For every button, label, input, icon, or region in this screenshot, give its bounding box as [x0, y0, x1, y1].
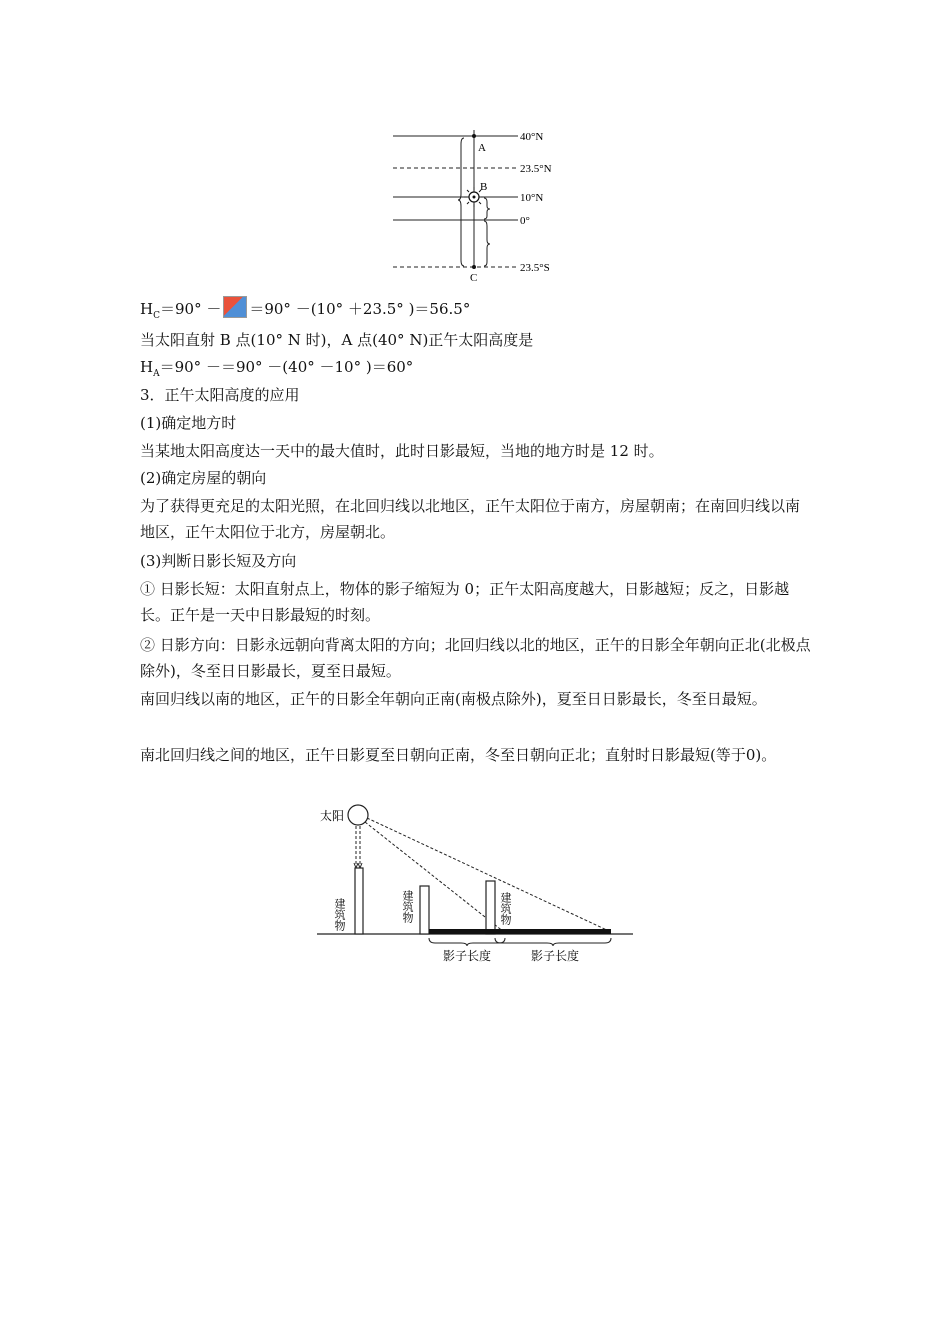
- bracket-1: [429, 938, 505, 946]
- point-b-label: B: [480, 181, 488, 193]
- para-south: 南回归线以南的地区，正午的日影全年朝向正南(南极点除外)，夏至日日影最长，冬至日最短。: [140, 690, 767, 708]
- lat-label-23n: 23.5°N: [520, 163, 552, 175]
- brace-right-lower: [484, 221, 490, 266]
- building-2: [420, 886, 429, 934]
- point-c-dot: [472, 265, 476, 269]
- shadow-1: [429, 929, 505, 934]
- formula-ha-prefix: H: [140, 358, 154, 376]
- sub2-text: 为了获得更充足的太阳光照，在北回归线以北地区，正午太阳位于南方，房屋朝南；在南回归线以南地区，正午太阳位于北方，房屋朝北。: [140, 497, 801, 541]
- formula-ha-rest: ＝90° －＝90° －(40° －10° )＝60°: [159, 358, 414, 376]
- sub1-text: 当某地太阳高度达一天中的最大值时，此时日影最短，当地的地方时是 12 时。: [140, 442, 664, 460]
- lat-label-23s: 23.5°S: [520, 262, 550, 274]
- formula-ha: [140, 357, 413, 384]
- point-c-label: C: [470, 272, 478, 284]
- building-3: [486, 881, 495, 934]
- sub1-title: (1)确定地方时: [140, 414, 237, 432]
- formula-hc-before: ＝90° －: [159, 300, 222, 318]
- formula-image-icon: [223, 296, 247, 318]
- sub2-title: (2)确定房屋的朝向: [140, 469, 267, 487]
- item2-text: ② 日影方向：日影永远朝向背离太阳的方向；北回归线以北的地区，正午的日影全年朝向正北(北极点除外)，冬至日日影最长，夏至日最短。: [140, 636, 811, 680]
- building-1: [355, 868, 363, 934]
- section3-title: 3．正午太阳高度的应用: [140, 386, 300, 404]
- formula-hc: [140, 296, 470, 326]
- lat-label-40n: 40°N: [520, 131, 544, 143]
- formula-ha-sub: A: [153, 369, 160, 379]
- brace-right-upper: [484, 198, 490, 219]
- brace-left: [458, 138, 464, 266]
- svg-text:建筑物: 建筑物: [333, 898, 345, 931]
- shadow-label-1: 影子长度: [443, 949, 492, 963]
- shadow-diagram: [315, 800, 635, 970]
- sub3-title: (3)判断日影长短及方向: [140, 552, 297, 570]
- building-label-3: [499, 891, 512, 925]
- para-between: 南北回归线之间的地区，正午日影夏至日朝向正南，冬至日朝向正北；直射时日影最短(等于0)。: [140, 746, 777, 764]
- shadow-2: [495, 929, 611, 934]
- building-label-1: [333, 897, 346, 931]
- lat-label-0: 0°: [520, 215, 530, 227]
- item1-text: ① 日影长短：太阳直射点上，物体的影子缩短为 0；正午太阳高度越大，日影越短；反之，日影越长。正午是一天中日影最短的时刻。: [140, 580, 790, 624]
- formula-hc-after: ＝90° －(10° ＋23.5° )＝56.5°: [249, 300, 471, 318]
- svg-text:建筑物: 建筑物: [499, 892, 511, 925]
- building-label-2: [401, 889, 414, 923]
- point-a-label: A: [478, 142, 486, 154]
- latitude-diagram: [385, 128, 575, 288]
- svg-text:建筑物: 建筑物: [401, 890, 413, 923]
- bracket-2: [495, 938, 611, 946]
- sentence-a: 当太阳直射 B 点(10° N 时)，A 点(40° N)正午太阳高度是: [140, 331, 534, 349]
- point-a-dot: [472, 134, 476, 138]
- lat-label-10n: 10°N: [520, 192, 544, 204]
- ray-slanted-1: [365, 822, 504, 932]
- formula-hc-prefix: H: [140, 300, 154, 318]
- formula-hc-sub: C: [153, 311, 160, 321]
- shadow-label-2: 影子长度: [531, 949, 580, 963]
- sun-label: 太阳: [320, 809, 345, 823]
